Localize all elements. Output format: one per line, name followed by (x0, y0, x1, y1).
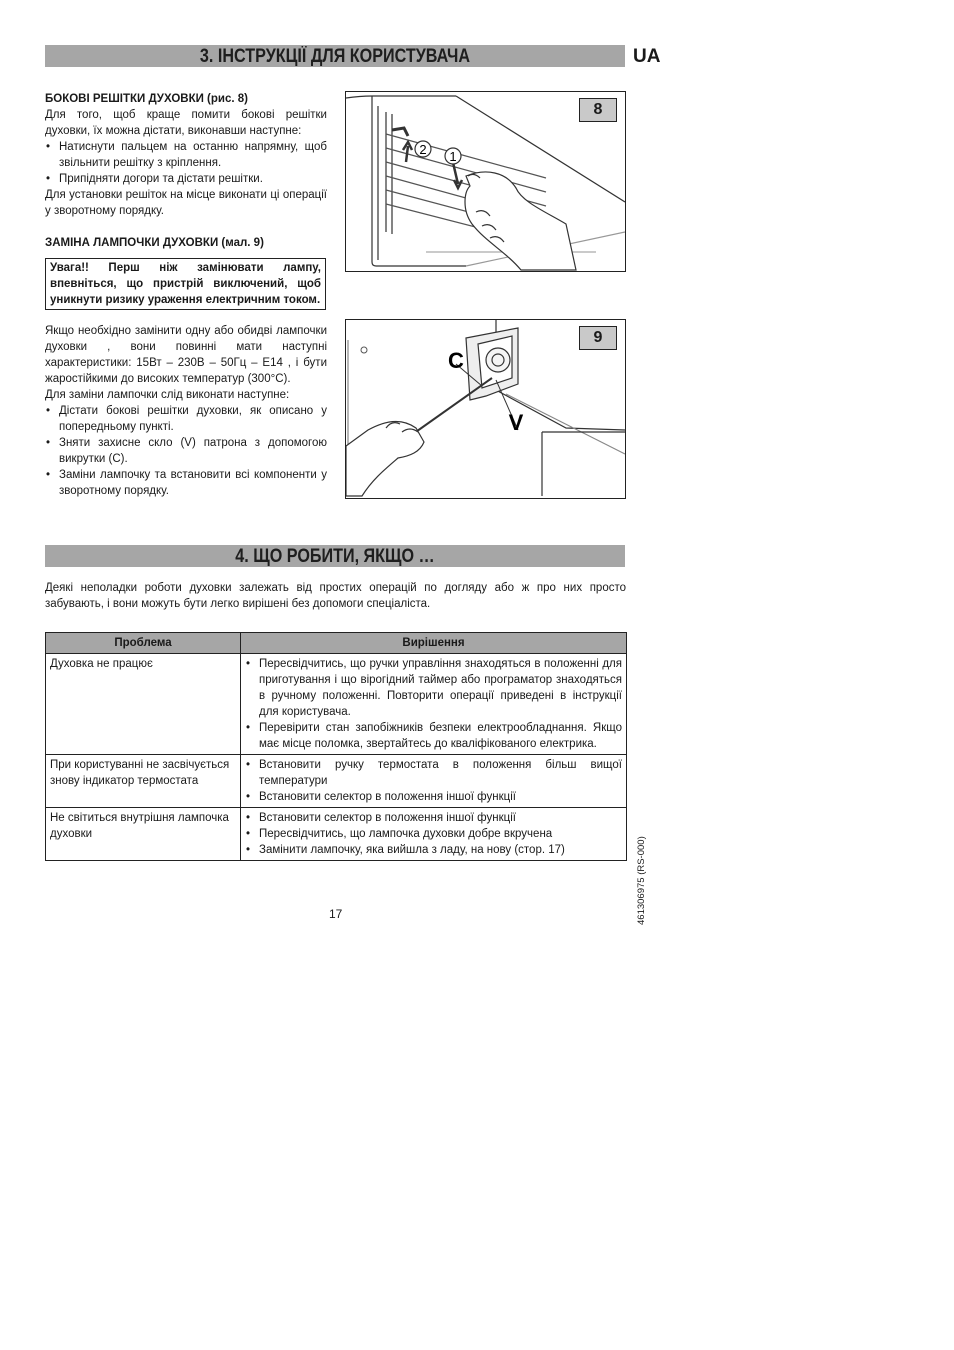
solution-cell (241, 755, 627, 808)
section-3-title: 3. ІНСТРУКЦІЇ ДЛЯ КОРИСТУВАЧА (199, 46, 471, 67)
troubleshooting-table (45, 632, 627, 861)
solution-item: • Пересвідчитись, що лампочка духовки добре вкручена (245, 826, 622, 842)
figure-8-number: 8 (579, 98, 617, 122)
solution-cell (241, 654, 627, 755)
lamp-heading: ЗАМІНА ЛАМПОЧКИ ДУХОВКИ (мал. 9) (45, 237, 264, 249)
racks-intro: Для того, щоб краще помити бокові решітки духовки, їх можна дістати, виконавши наступне: (45, 109, 327, 137)
lamp-intro: Якщо необхідно замінити одну або обидві лампочки духовки , вони повинні мати наступні характеристики: 15Вт – 230В – 50Гц – Е14 , і бути жаростійкими до високих температур (300°С). (45, 325, 327, 385)
callout-1: 1 (449, 149, 457, 164)
solution-item: • Встановити селектор в положення іншої функції (245, 810, 622, 826)
racks-step: • Припідняти догори та дістати решітки. (45, 171, 327, 187)
section-3-header-bar (45, 45, 625, 67)
label-v: V (508, 410, 524, 435)
language-code: UA (633, 46, 661, 67)
lamp-warning-box: Увага!! Перш ніж замінювати лампу, впевніться, що пристрій виключений, щоб уникнути ризику ураження електричним током. (45, 258, 326, 310)
table-header-problem: Проблема (46, 633, 241, 654)
lamp-steps (45, 403, 327, 499)
table-header-solution: Вирішення (241, 633, 627, 654)
problem-cell: При користуванні не засвічується знову індикатор термостата (46, 755, 241, 808)
label-c: C (448, 348, 464, 373)
section-4-header-bar (45, 545, 625, 567)
solution-item: • Замінити лампочку, яка вийшла з ладу, на нову (стор. 17) (245, 842, 622, 858)
section-4-intro (45, 580, 626, 612)
racks-step: • Натиснути пальцем на останню напрямну, щоб звільнити решітку з кріплення. (45, 139, 327, 171)
document-code: 461306975 (RS-000) (636, 836, 647, 925)
problem-cell: Не світиться внутрішня лампочка духовки (46, 808, 241, 861)
section-4-title: 4. ЩО РОБИТИ, ЯКЩО … (235, 546, 435, 567)
lamp-lead: Для заміни лампочки слід виконати наступне: (45, 389, 290, 401)
racks-heading: БОКОВІ РЕШІТКИ ДУХОВКИ (рис. 8) (45, 93, 248, 105)
problem-cell: Духовка не працює (46, 654, 241, 755)
page-number: 17 (329, 907, 343, 921)
table-row (46, 755, 627, 808)
lamp-step: • Зняти захисне скло (V) патрона з допомогою викрутки (С). (45, 435, 327, 467)
solution-cell (241, 808, 627, 861)
figure-9 (345, 319, 626, 499)
lamp-step: • Дістати бокові решітки духовки, як описано у попередньому пункті. (45, 403, 327, 435)
table-header-row (46, 633, 627, 654)
solution-item: • Перевірити стан запобіжників безпеки електрообладнання. Якщо має місце поломка, звертайтесь до кваліфікованого електрика. (245, 720, 622, 752)
racks-steps (45, 139, 327, 187)
solution-item: • Встановити селектор в положення іншої функції (245, 789, 622, 805)
solution-item: • Пересвідчитись, що ручки управління знаходяться в положенні для приготування і що вірогідний таймер або програматор знаходяться в ручному положенні. Повторити операції приведені в інструкції для користувача. (245, 656, 622, 720)
table-row (46, 654, 627, 755)
solution-item: • Встановити ручку термостата в положення більш вищої температури (245, 757, 622, 789)
table-row (46, 808, 627, 861)
lamp-section (45, 323, 327, 499)
lamp-step: • Заміни лампочку та встановити всі компоненти у зворотному порядку. (45, 467, 327, 499)
racks-section (45, 91, 327, 219)
racks-outro: Для установки решіток на місце виконати ці операції у зворотному порядку. (45, 189, 327, 217)
section-4-intro-text: Деякі неполадки роботи духовки залежать від простих операцій по догляду або ж про них просто забувають, і вони можуть бути легко вирішені без допомоги спеціаліста. (45, 582, 626, 610)
callout-2: 2 (419, 142, 427, 157)
figure-9-number: 9 (579, 326, 617, 350)
figure-8 (345, 91, 626, 272)
